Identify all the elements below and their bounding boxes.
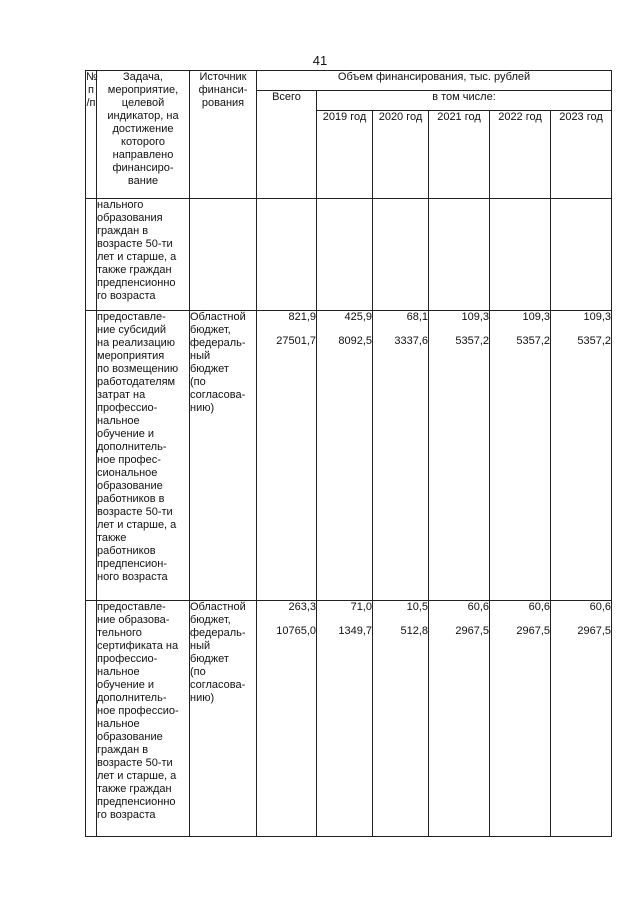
header-task: Задача, мероприятие, целевой индикатор, на достижение которого направлено финансиро- вание bbox=[97, 71, 190, 199]
header-year: 2023 год bbox=[551, 111, 612, 199]
row-source bbox=[190, 199, 257, 311]
row-source: Областной бюджет, федераль- ный бюджет (по согласова- нию) bbox=[190, 601, 257, 837]
header-row-1 bbox=[86, 71, 612, 91]
row-year-value bbox=[551, 199, 612, 311]
header-year: 2020 год bbox=[373, 111, 429, 199]
row-year-value: 109,3 5357,2 bbox=[490, 311, 551, 601]
row-total bbox=[257, 199, 317, 311]
row-num bbox=[86, 601, 97, 837]
table-row bbox=[86, 311, 612, 601]
table-row bbox=[86, 601, 612, 837]
header-volume: Объем финансирования, тыс. рублей bbox=[257, 71, 612, 91]
row-task: предоставле- ние образова- тельного сертификата на профессио- нальное обучение и дополнитель- ное профессио- нальное образование граждан в возрасте 50-ти лет и старше, а также граждан предпенсионно го возраста bbox=[97, 601, 190, 837]
row-num bbox=[86, 311, 97, 601]
row-year-value: 109,3 5357,2 bbox=[429, 311, 490, 601]
row-year-value: 10,5 512,8 bbox=[373, 601, 429, 837]
row-year-value: 71,0 1349,7 bbox=[317, 601, 373, 837]
row-task: предоставле- ние субсидий на реализацию мероприятия по возмещению работодателям затрат на профессио- нальное обучение и дополнитель- ное профес- сиональное образование работников в возрасте 50-ти лет и старше, а также работников предпенсион- ного возраста bbox=[97, 311, 190, 601]
row-year-value: 109,3 5357,2 bbox=[551, 311, 612, 601]
row-year-value: 60,6 2967,5 bbox=[429, 601, 490, 837]
header-including: в том числе: bbox=[317, 91, 612, 111]
row-year-value: 60,6 2967,5 bbox=[551, 601, 612, 837]
header-year: 2021 год bbox=[429, 111, 490, 199]
header-year: 2022 год bbox=[490, 111, 551, 199]
row-year-value: 60,6 2967,5 bbox=[490, 601, 551, 837]
row-year-value bbox=[373, 199, 429, 311]
row-total: 263,3 10765,0 bbox=[257, 601, 317, 837]
row-num bbox=[86, 199, 97, 311]
row-year-value: 68,1 3337,6 bbox=[373, 311, 429, 601]
financing-table bbox=[85, 70, 612, 837]
header-source: Источник финанси- рования bbox=[190, 71, 257, 199]
page-number: 41 bbox=[312, 53, 328, 68]
row-total: 821,9 27501,7 bbox=[257, 311, 317, 601]
header-num: № п /п bbox=[86, 71, 97, 199]
row-year-value bbox=[317, 199, 373, 311]
row-source: Областной бюджет, федераль- ный бюджет (по согласова- нию) bbox=[190, 311, 257, 601]
header-total: Всего bbox=[257, 91, 317, 199]
header-year: 2019 год bbox=[317, 111, 373, 199]
row-year-value bbox=[429, 199, 490, 311]
row-year-value: 425,9 8092,5 bbox=[317, 311, 373, 601]
row-year-value bbox=[490, 199, 551, 311]
row-task: нального образования граждан в возрасте 50-ти лет и старше, а также граждан предпенсионно го возраста bbox=[97, 199, 190, 311]
table-row bbox=[86, 199, 612, 311]
